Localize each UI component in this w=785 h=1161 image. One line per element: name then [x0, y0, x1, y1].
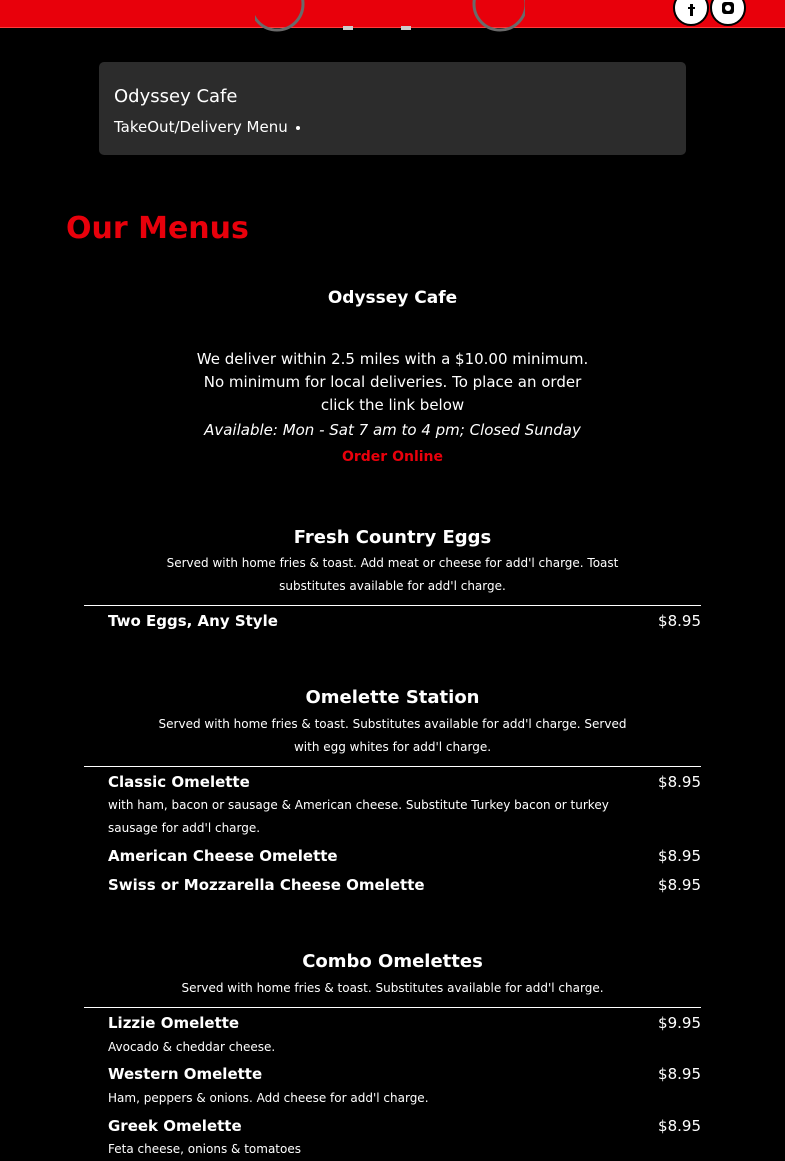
top-header-bar — [0, 0, 785, 28]
section-title: Fresh Country Eggs — [293, 527, 492, 548]
section-title: Omelette Station — [305, 687, 480, 708]
menu-item-price: $8.95 — [658, 1117, 701, 1135]
menu-item-description: Ham, peppers & onions. Add cheese for add'l charge. — [108, 1091, 429, 1105]
bullet-dot — [296, 126, 300, 130]
section-title: Combo Omelettes — [302, 951, 483, 972]
menu-item-description: with ham, bacon or sausage & American cheese. Substitute Turkey bacon or turkey — [108, 798, 609, 812]
section-divider — [84, 605, 701, 606]
menu-item-price: $8.95 — [658, 773, 701, 791]
menu-item-price: $9.95 — [658, 1014, 701, 1032]
restaurant-info-card — [99, 62, 686, 155]
section-description: substitutes available for add'l charge. — [279, 579, 506, 593]
order-online-link[interactable]: Order Online — [341, 449, 444, 465]
menu-item-name: Swiss or Mozzarella Cheese Omelette — [108, 876, 425, 894]
section-description: with egg whites for add'l charge. — [293, 740, 492, 754]
menu-item-name: Classic Omelette — [108, 773, 250, 791]
section-description: Served with home fries & toast. Substitutes available for add'l charge. Served — [158, 717, 627, 731]
menu-item-price: $8.95 — [658, 1065, 701, 1083]
availability-hours: Available: Mon - Sat 7 am to 4 pm; Closed Sunday — [204, 421, 581, 439]
menu-item-name: American Cheese Omelette — [108, 847, 338, 865]
restaurant-name: Odyssey Cafe — [114, 86, 238, 107]
menu-item-price: $8.95 — [658, 847, 701, 865]
menu-item-name: Lizzie Omelette — [108, 1014, 240, 1032]
menu-item-description: Feta cheese, onions & tomatoes — [108, 1142, 301, 1156]
section-description: Served with home fries & toast. Substitutes available for add'l charge. — [181, 981, 604, 995]
delivery-note: We deliver within 2.5 miles with a $10.00 minimum. No minimum for local deliveries. To place an order click the link below — [196, 350, 589, 414]
section-description: Served with home fries & toast. Add meat or cheese for add'l charge. Toast — [166, 556, 619, 570]
menu-item-name: Western Omelette — [108, 1065, 263, 1083]
menu-item-name: Greek Omelette — [108, 1117, 242, 1135]
menu-link[interactable] — [114, 118, 300, 136]
page-title: Our Menus — [66, 211, 249, 246]
menu-item-price: $8.95 — [658, 876, 701, 894]
menu-item-price: $8.95 — [658, 612, 701, 630]
menu-cafe-title: Odyssey Cafe — [327, 288, 458, 308]
menu-item-description: Avocado & cheddar cheese. — [108, 1040, 276, 1054]
section-divider — [84, 766, 701, 767]
menu-link-label: TakeOut/Delivery Menu — [114, 118, 288, 136]
section-divider — [84, 1007, 701, 1008]
menu-item-description: sausage for add'l charge. — [108, 821, 261, 835]
menu-item-name: Two Eggs, Any Style — [108, 612, 278, 630]
